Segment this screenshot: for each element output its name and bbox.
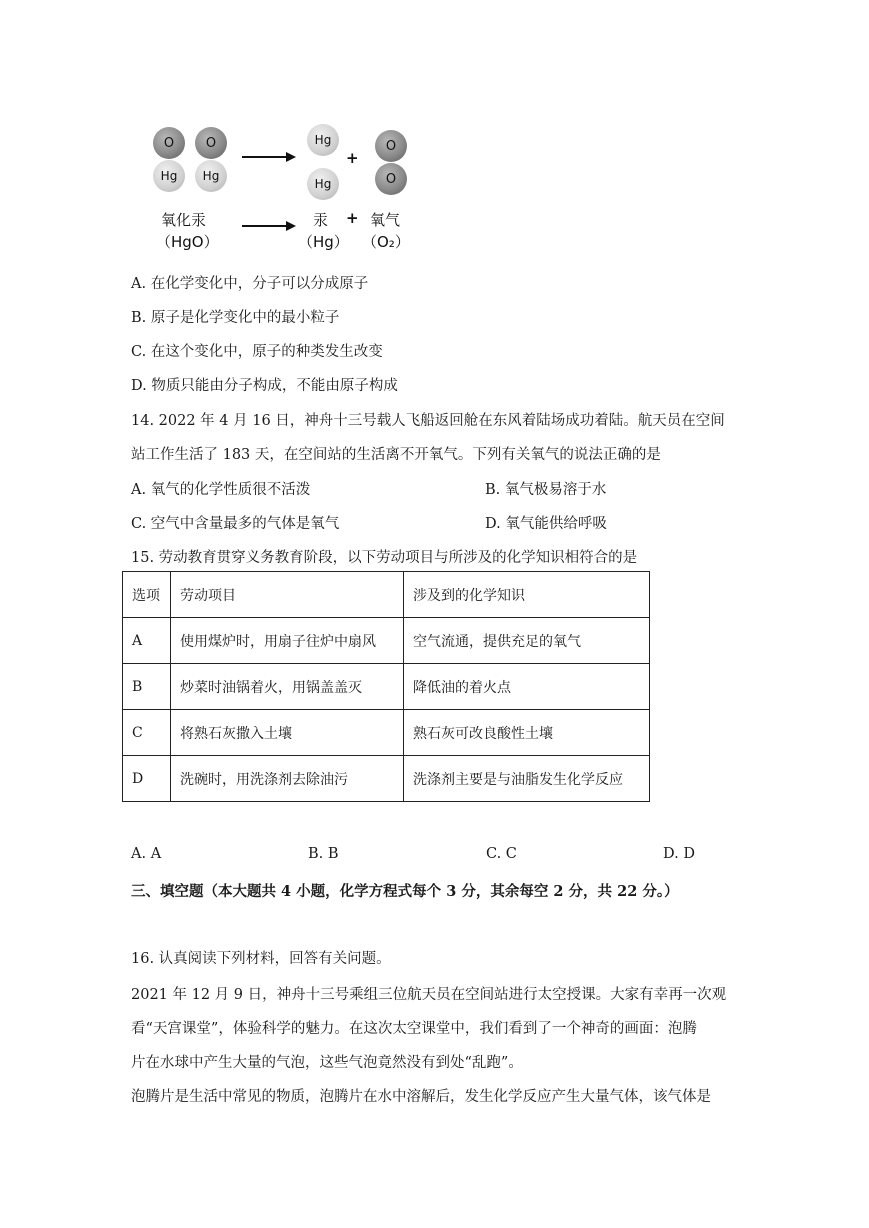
q14-option-b: B. 氧气极易溶于水 — [485, 482, 607, 498]
q14-option-a: A. 氧气的化学性质很不活泼 — [131, 482, 311, 498]
table-header-row — [123, 572, 650, 618]
q16-paragraph2-line1: 泡腾片是生活中常见的物质，泡腾片在水中溶解后，发生化学反应产生大量气体，该气体是 — [131, 1089, 711, 1105]
table-cell: 使用煤炉时，用扇子往炉中扇风 — [171, 618, 404, 664]
q15-table — [122, 571, 650, 802]
table-cell: 降低油的着火点 — [404, 664, 650, 710]
q13-option-b: B. 原子是化学变化中的最小粒子 — [131, 310, 340, 326]
reactant-formula: （HgO） — [156, 233, 219, 251]
table-header: 涉及到的化学知识 — [404, 572, 650, 618]
table-cell: 熟石灰可改良酸性土壤 — [404, 710, 650, 756]
plus-sign: + — [346, 149, 359, 167]
q13-option-d: D. 物质只能由分子构成，不能由原子构成 — [131, 378, 398, 394]
mercury-atom: Hg — [307, 124, 339, 156]
oxygen-atom: O — [195, 127, 227, 159]
table-cell: 洗涤剂主要是与油脂发生化学反应 — [404, 756, 650, 802]
mercury-atom: Hg — [153, 160, 185, 192]
table-cell: A — [123, 618, 171, 664]
table-row — [123, 756, 650, 802]
q15-stem: 15. 劳动教育贯穿义务教育阶段，以下劳动项目与所涉及的化学知识相符合的是 — [131, 550, 638, 566]
q15-answer-a: A. A — [131, 846, 162, 862]
table-header: 劳动项目 — [171, 572, 404, 618]
product2-formula: （O₂） — [362, 233, 410, 251]
q15-answer-b: B. B — [308, 846, 339, 862]
product2-name: 氧气 — [370, 211, 401, 229]
q14-stem-line1: 14. 2022 年 4 月 16 日，神舟十三号载人飞船返回舱在东风着陆场成功着陆。航天员在空间 — [131, 413, 725, 429]
q16-paragraph1-line2: 看“天宫课堂”，体验科学的魅力。在这次太空课堂中，我们看到了一个神奇的画面：泡腾 — [131, 1021, 697, 1037]
table-row — [123, 618, 650, 664]
table-header: 选项 — [123, 572, 171, 618]
mercury-atom: Hg — [307, 168, 339, 200]
table-cell: B — [123, 664, 171, 710]
q14-stem-line2: 站工作生活了 183 天，在空间站的生活离不开氧气。下列有关氧气的说法正确的是 — [131, 447, 661, 463]
q16-paragraph1-line3: 片在水球中产生大量的气泡，这些气泡竟然没有到处“乱跑”。 — [131, 1055, 523, 1071]
q14-option-c: C. 空气中含量最多的气体是氧气 — [131, 516, 340, 532]
product1-name: 汞 — [313, 211, 329, 229]
q13-option-a: A. 在化学变化中，分子可以分成原子 — [131, 276, 369, 292]
reaction-arrow-icon — [242, 219, 296, 233]
q14-option-d: D. 氧气能供给呼吸 — [485, 516, 607, 532]
reactant-name: 氧化汞 — [161, 211, 207, 229]
table-cell: C — [123, 710, 171, 756]
q16-paragraph1-line1: 2021 年 12 月 9 日，神舟十三号乘组三位航天员在空间站进行太空授课。大家有幸再一次观 — [131, 987, 727, 1003]
oxygen-atom: O — [375, 163, 407, 195]
q15-answer-d: D. D — [663, 846, 695, 862]
section-title: 三、填空题（本大题共 4 小题，化学方程式每个 3 分，其余每空 2 分，共 22 分。） — [131, 883, 679, 900]
product1-formula: （Hg） — [298, 233, 349, 251]
table-cell: 将熟石灰撒入土壤 — [171, 710, 404, 756]
table-cell: 空气流通，提供充足的氧气 — [404, 618, 650, 664]
q15-answer-c: C. C — [486, 846, 517, 862]
q13-option-c: C. 在这个变化中，原子的种类发生改变 — [131, 344, 383, 360]
table-row — [123, 664, 650, 710]
q16-stem: 16. 认真阅读下列材料，回答有关问题。 — [131, 951, 391, 967]
table-row — [123, 710, 650, 756]
oxygen-atom: O — [375, 130, 407, 162]
oxygen-atom: O — [153, 127, 185, 159]
table-cell: D — [123, 756, 171, 802]
table-cell: 洗碗时，用洗涤剂去除油污 — [171, 756, 404, 802]
reaction-arrow-icon — [242, 150, 296, 164]
plus-sign: + — [346, 209, 359, 227]
table-cell: 炒菜时油锅着火，用锅盖盖灭 — [171, 664, 404, 710]
mercury-atom: Hg — [195, 160, 227, 192]
